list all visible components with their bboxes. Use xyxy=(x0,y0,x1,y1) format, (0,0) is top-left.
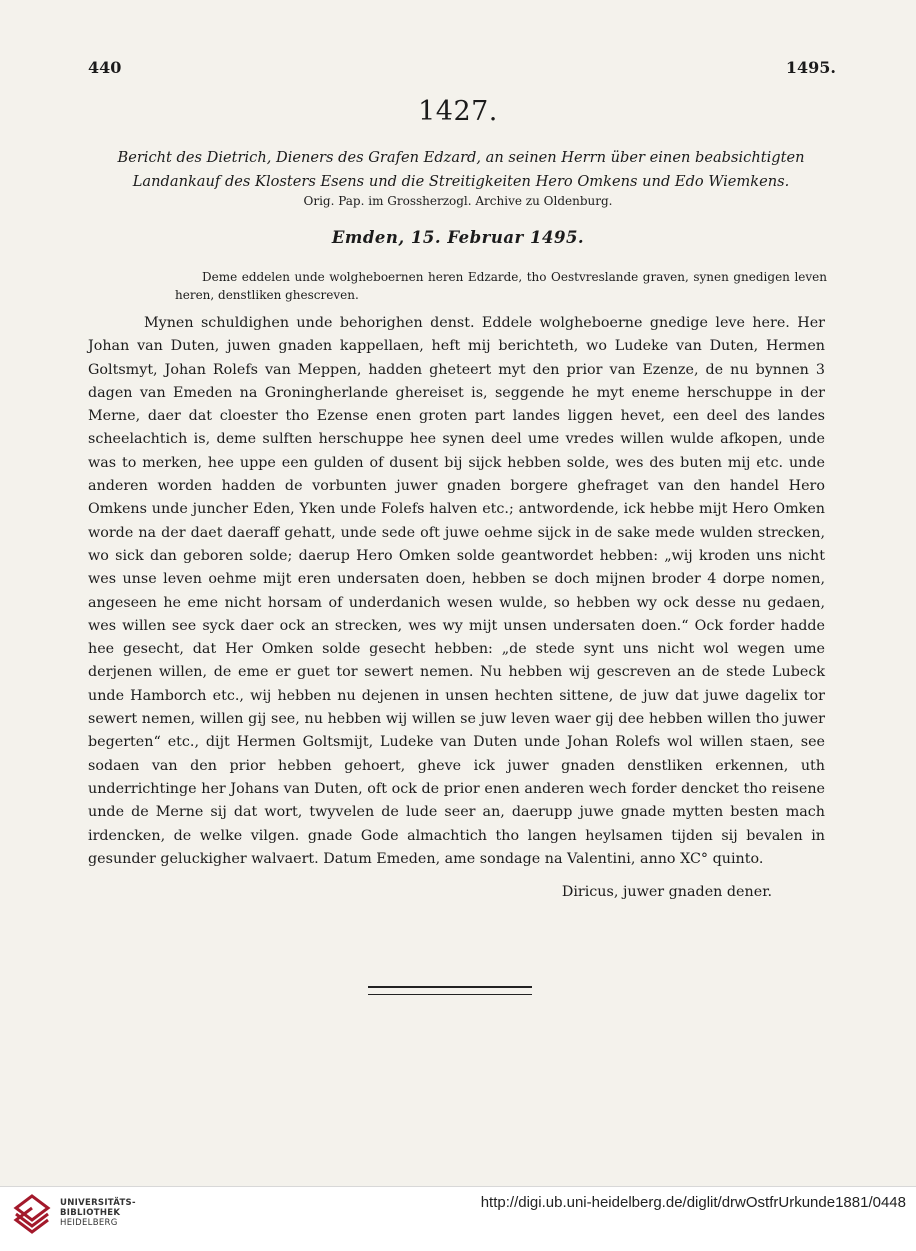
running-year: 1495. xyxy=(785,58,836,77)
place-date: Emden, 15. Februar 1495. xyxy=(331,228,585,247)
end-rule xyxy=(368,986,532,995)
library-name-line-2: BIBLIOTHEK xyxy=(60,1208,121,1218)
permalink-url[interactable]: http://digi.ub.uni-heidelberg.de/diglit/drwOstfrUrkunde1881/0448 xyxy=(480,1194,906,1211)
source-note: Orig. Pap. im Grossherzogl. Archive zu Oldenburg. xyxy=(303,194,613,208)
library-name xyxy=(60,1198,136,1228)
letter-body: Mynen schuldighen unde behorighen denst. Eddele wolgheboerne gnedige leve here. Her Johan van Duten, juwen gnaden kappellaen, heft mij berichteth, wo Ludeke van Duten, Hermen Goltsmyt, Johan Rolefs van Meppen, hadden gheteert myt den prior van Ezenze, de nu bynnen 3 dagen van Emeden na Groningherlande ghereiset is, seggende he myt eneme herschuppe in der Merne, daer dat cloester tho Ezense enen groten part landes liggen hevet, een deel des landes scheelachtich is, deme sulften herschuppe hee synen deel ume vredes willen wulde afkopen, unde was to merken, hee uppe een gulden of dusent bij sijck hebben solde, wes des buten mij etc. unde anderen worden hadden de vorbunten juwer gnaden borgere ghefraget van den handel Hero Omkens unde juncher Eden, Yken unde Folefs halven etc.; antwordende, ick hebbe mijt Hero Omken worde na der daet daeraff gehatt, unde sede oft juwe oehme sijck in de sake mede wulden strecken, wo sick dan geboren solde; daerup Hero Omken solde geantwordet hebben: „wij kroden uns nicht wes unse leven oehme mijt eren undersaten doen, hebben se doch mijnen broder 4 dorpe nomen, angeseen he eme nicht horsam of underdanich wesen wulde, so hebben wy ock desse nu gedaen, wes willen see syck daer ock an strecken, wes wy mijt unsen undersaten doen.“ Ock forder hadde hee gesecht, dat Her Omken solde gesecht hebben: „de stede synt uns nicht wol wegen ume derjenen willen, de eme er guet tor sewert nemen. Nu hebben wij gescreven an de stede Lubeck unde Hamborch etc., wij hebben nu dejenen in unsen hechten sittene, de juw dat juwe dagelix tor sewert nemen, willen gij see, nu hebben wij willen se juw leven waer gij dee hebben willen tho juwer begerten“ etc., dijt Hermen Goltsmijt, Ludeke van Duten unde Johan Rolefs wol willen staen, see sodaen van den prior hebben gehoert, gheve ick juwer gnaden denstliken erkennen, uth underrichtinge her Johans van Duten, oft ock de prior enen anderen wech forder dencket tho reisene unde de Merne sij dat wort, twyvelen de lude seer an, daerupp juwe gnade mytten besten mach irdencken, de welke vilgen. gnade Gode almachtich tho langen heylsamen tijden sij bevalen in gesunder geluckigher walvaert. Datum Emeden, ame sondage na Valentini, anno XC° quinto. xyxy=(88,315,825,867)
library-name-line-1: UNIVERSITÄTS- xyxy=(60,1198,136,1208)
letter-signature: Diricus, juwer gnaden dener. xyxy=(561,884,772,900)
document-title: Bericht des Dietrich, Dieners des Grafen Edzard, an seinen Herrn über einen beabsichtigten Landankauf des Klosters Esens und die Streitigkeiten Hero Omkens und Edo Wiemkens. xyxy=(117,149,805,190)
letter-address: Deme eddelen unde wolgheboernen heren Edzarde, tho Oestvreslande graven, synen gnedigen leven heren, denstliken ghescreven. xyxy=(175,270,827,302)
running-head xyxy=(88,58,836,80)
logo-chevrons xyxy=(16,1196,48,1232)
university-library-logo-icon[interactable] xyxy=(10,1192,54,1240)
library-name-line-3: HEIDELBERG xyxy=(60,1218,118,1228)
page-number: 440 xyxy=(88,58,122,77)
document-number: 1427. xyxy=(418,96,498,127)
